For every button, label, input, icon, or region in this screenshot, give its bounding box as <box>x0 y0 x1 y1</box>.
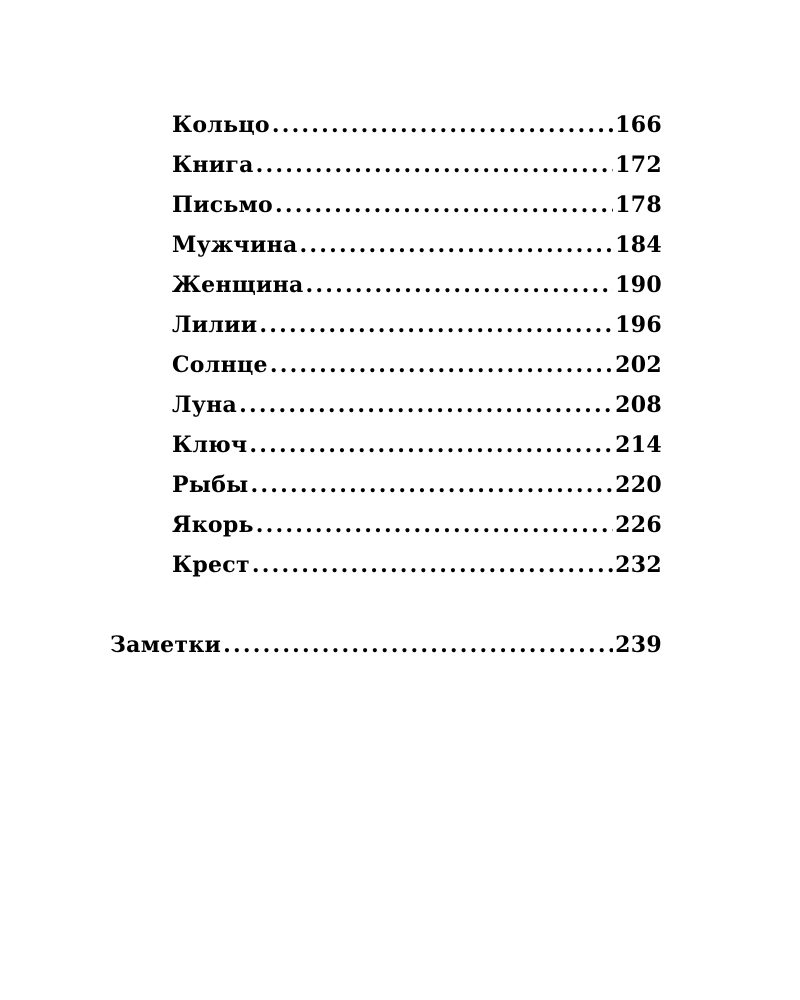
toc-entry-title: Рыбы <box>172 472 249 498</box>
dot-leader <box>249 432 613 458</box>
dot-leader <box>272 112 613 138</box>
toc-entry-page: 226 <box>615 512 662 538</box>
toc-entry-title: Солнце <box>172 352 268 378</box>
toc-entry-moon <box>172 392 662 422</box>
toc-entry-anchor <box>172 512 662 542</box>
toc-entry-title: Лилии <box>172 312 258 338</box>
toc-entry-title: Якорь <box>172 512 254 538</box>
toc-entry-letter <box>172 192 662 222</box>
toc-entry-ring <box>172 112 662 142</box>
toc-entry-title: Заметки <box>110 632 222 658</box>
toc-entry-lilies <box>172 312 662 342</box>
toc-entry-page: 166 <box>615 112 662 138</box>
dot-leader <box>300 232 614 258</box>
toc-entry-woman <box>172 272 662 302</box>
toc-entry-title: Кольцо <box>172 112 270 138</box>
dot-leader <box>275 192 613 218</box>
toc-entry-key <box>172 432 662 462</box>
toc-entry-notes <box>110 632 662 662</box>
toc-entry-fish <box>172 472 662 502</box>
toc-entry-title: Книга <box>172 152 254 178</box>
toc-entry-title: Женщина <box>172 272 304 298</box>
dot-leader <box>256 512 613 538</box>
dot-leader <box>259 312 613 338</box>
dot-leader <box>239 392 613 418</box>
toc-entry-title: Письмо <box>172 192 274 218</box>
toc-entry-page: 220 <box>615 472 662 498</box>
toc-entry-cross <box>172 552 662 582</box>
dot-leader <box>223 632 613 658</box>
toc-entry-title: Ключ <box>172 432 248 458</box>
toc-entry-page: 178 <box>615 192 662 218</box>
toc-entry-page: 214 <box>615 432 662 458</box>
toc-entry-title: Крест <box>172 552 250 578</box>
toc-entry-page: 232 <box>615 552 662 578</box>
dot-leader <box>256 152 614 178</box>
toc-entry-title: Луна <box>172 392 238 418</box>
toc-entry-page: 208 <box>615 392 662 418</box>
toc-entry-sun <box>172 352 662 382</box>
dot-leader <box>252 552 613 578</box>
toc-entry-page: 184 <box>615 232 662 258</box>
toc-entry-page: 196 <box>615 312 662 338</box>
toc-entry-book <box>172 152 662 182</box>
dot-leader <box>251 472 614 498</box>
toc-entry-page: 239 <box>615 632 662 658</box>
dot-leader <box>306 272 614 298</box>
toc-entry-page: 172 <box>615 152 662 178</box>
dot-leader <box>270 352 613 378</box>
toc-entry-man <box>172 232 662 262</box>
toc-entry-title: Мужчина <box>172 232 298 258</box>
toc-entry-page: 202 <box>615 352 662 378</box>
toc-entry-page: 190 <box>615 272 662 298</box>
